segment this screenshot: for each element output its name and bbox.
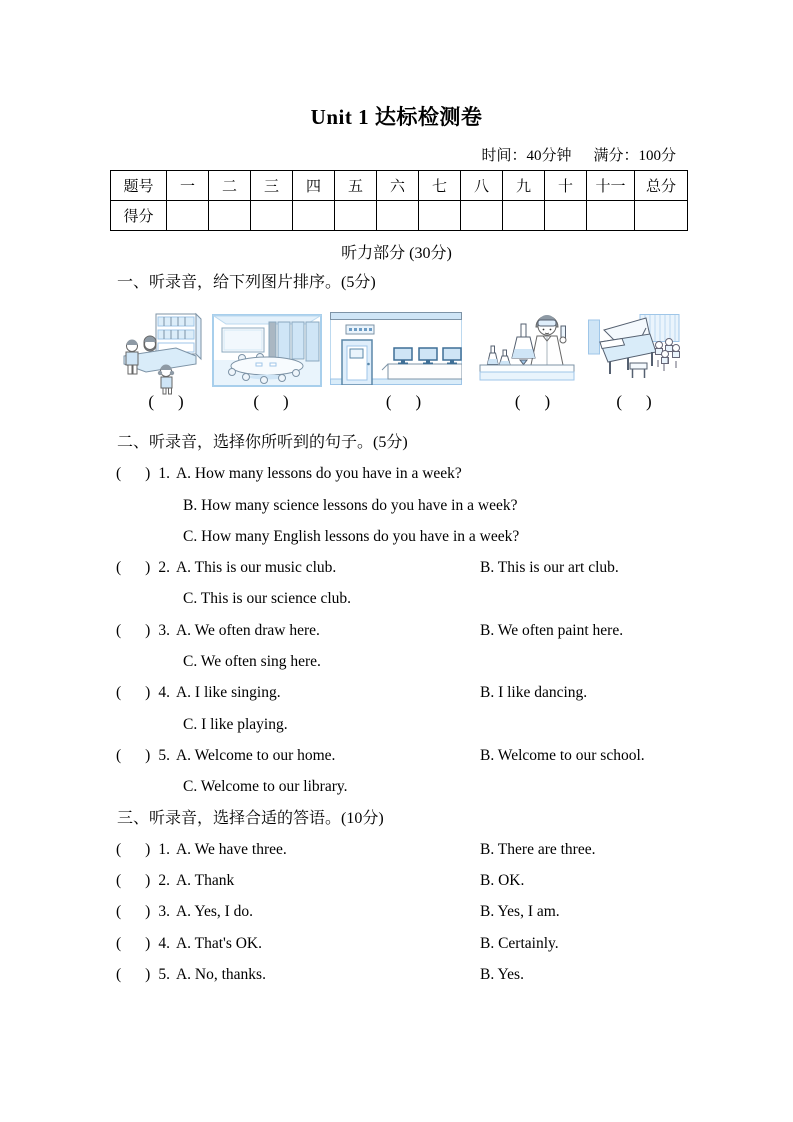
score-cell-empty: [251, 201, 293, 231]
section1-answer-brackets: [120, 392, 682, 412]
answer-bracket: ( ): [253, 392, 289, 411]
score-table-header-cell: 五: [335, 171, 377, 201]
score-table-header-cell: 题号: [111, 171, 167, 201]
option-a: A. No, thanks.: [175, 966, 266, 984]
option-a: A. How many lessons do you have in a week?: [175, 465, 462, 483]
option-b: B. We often paint here.: [480, 621, 624, 639]
score-table-header-cell: 十: [545, 171, 587, 201]
option-a: A. I like singing.: [175, 684, 281, 702]
option-a: A. That's OK.: [175, 934, 262, 952]
score-cell-empty: [587, 201, 635, 231]
score-table-header-cell: 十一: [587, 171, 635, 201]
score-cell-empty: [335, 201, 377, 231]
question-number: 2.: [158, 559, 170, 577]
score-table-header-cell: 二: [209, 171, 251, 201]
question-number: 5.: [158, 746, 170, 764]
answer-bracket: ( ): [116, 903, 151, 921]
answer-bracket: ( ): [116, 872, 151, 890]
score-cell-empty: [461, 201, 503, 231]
answer-bracket: ( ): [116, 465, 151, 483]
answer-bracket: ( ): [116, 559, 151, 577]
answer-bracket: ( ): [116, 840, 151, 858]
option-a: A. Welcome to our home.: [175, 746, 336, 764]
section3-heading: 三、听录音，选择合适的答语。(10分): [117, 809, 384, 827]
answer-bracket: ( ): [116, 621, 151, 639]
exam-info-line: [110, 144, 676, 165]
option-c: C. This is our science club.: [183, 590, 352, 608]
score-cell-empty: [545, 201, 587, 231]
score-cell-empty: [635, 201, 688, 231]
score-table-header-cell: 总分: [635, 171, 688, 201]
option-b: B. How many science lessons do you have in a week?: [183, 496, 518, 514]
science-lab-illustration: [477, 308, 577, 382]
answer-bracket: ( ): [616, 392, 652, 411]
option-c: C. We often sing here.: [183, 653, 321, 671]
section1-heading: 一、听录音，给下列图片排序。(5分): [117, 274, 376, 291]
score-cell-empty: [503, 201, 545, 231]
score-cell-empty: [377, 201, 419, 231]
question-number: 2.: [158, 872, 170, 890]
score-table-score-row: [111, 201, 688, 231]
section1-images-row: [120, 308, 682, 395]
option-b: B. OK.: [480, 872, 525, 890]
option-b: B. Yes.: [480, 966, 524, 984]
option-c: C. Welcome to our library.: [183, 778, 348, 796]
answer-bracket: ( ): [385, 392, 422, 411]
score-row-label: 得分: [111, 201, 167, 231]
question-item: [110, 677, 688, 708]
option-c: C. I like playing.: [183, 715, 288, 733]
score-table-header-cell: 三: [251, 171, 293, 201]
answer-bracket: ( ): [116, 934, 151, 952]
library-illustration: [120, 310, 203, 395]
music-room-illustration: [588, 314, 680, 382]
question-number: 4.: [158, 684, 170, 702]
option-b: B. There are three.: [480, 840, 596, 858]
question-item: [110, 959, 688, 990]
answer-bracket: ( ): [116, 966, 151, 984]
score-cell-empty: [167, 201, 209, 231]
option-b: B. Certainly.: [480, 934, 559, 952]
question-item: [110, 896, 688, 927]
score-table-header-cell: 六: [377, 171, 419, 201]
answer-bracket: ( ): [116, 746, 151, 764]
question-number: 3.: [158, 621, 170, 639]
question-item: [110, 615, 688, 646]
question-item: [110, 834, 688, 865]
option-b: B. Welcome to our school.: [480, 746, 645, 764]
option-a: A. Yes, I do.: [175, 903, 254, 921]
score-table: [110, 170, 688, 231]
option-c: C. How many English lessons do you have in a week?: [183, 527, 520, 545]
option-a: A. Thank: [175, 872, 235, 890]
option-a: A. We have three.: [175, 840, 287, 858]
answer-bracket: ( ): [514, 392, 551, 411]
paper-title: Unit 1 达标检测卷: [310, 105, 483, 129]
question-item: [110, 552, 688, 583]
meeting-room-illustration: [212, 314, 322, 387]
score-table-header-row: [111, 171, 688, 201]
score-table-header-cell: 四: [293, 171, 335, 201]
score-table-header-cell: 一: [167, 171, 209, 201]
time-limit-label: 时间：40分钟: [481, 148, 572, 164]
question-number: 1.: [158, 840, 170, 858]
score-cell-empty: [293, 201, 335, 231]
computer-room-illustration: [330, 312, 462, 385]
question-number: 1.: [158, 465, 170, 483]
listening-section-header: 听力部分 (30分): [341, 245, 452, 262]
question-item: [110, 458, 688, 489]
section2-heading: 二、听录音，选择你所听到的句子。(5分): [117, 434, 408, 451]
question-area: [110, 427, 688, 990]
answer-bracket: ( ): [148, 392, 184, 411]
score-table-header-cell: 九: [503, 171, 545, 201]
score-cell-empty: [419, 201, 461, 231]
option-b: B. I like dancing.: [480, 684, 588, 702]
question-number: 5.: [158, 966, 170, 984]
option-a: A. This is our music club.: [175, 559, 337, 577]
full-score-label: 满分：100分: [593, 148, 676, 164]
score-table-header-cell: 七: [419, 171, 461, 201]
score-table-header-cell: 八: [461, 171, 503, 201]
question-item: [110, 865, 688, 896]
question-number: 4.: [158, 934, 170, 952]
question-item: [110, 928, 688, 959]
question-item: [110, 740, 688, 771]
option-b: B. This is our art club.: [480, 559, 619, 577]
answer-bracket: ( ): [116, 684, 151, 702]
option-b: B. Yes, I am.: [480, 903, 560, 921]
option-a: A. We often draw here.: [175, 621, 320, 639]
question-number: 3.: [158, 903, 170, 921]
score-cell-empty: [209, 201, 251, 231]
